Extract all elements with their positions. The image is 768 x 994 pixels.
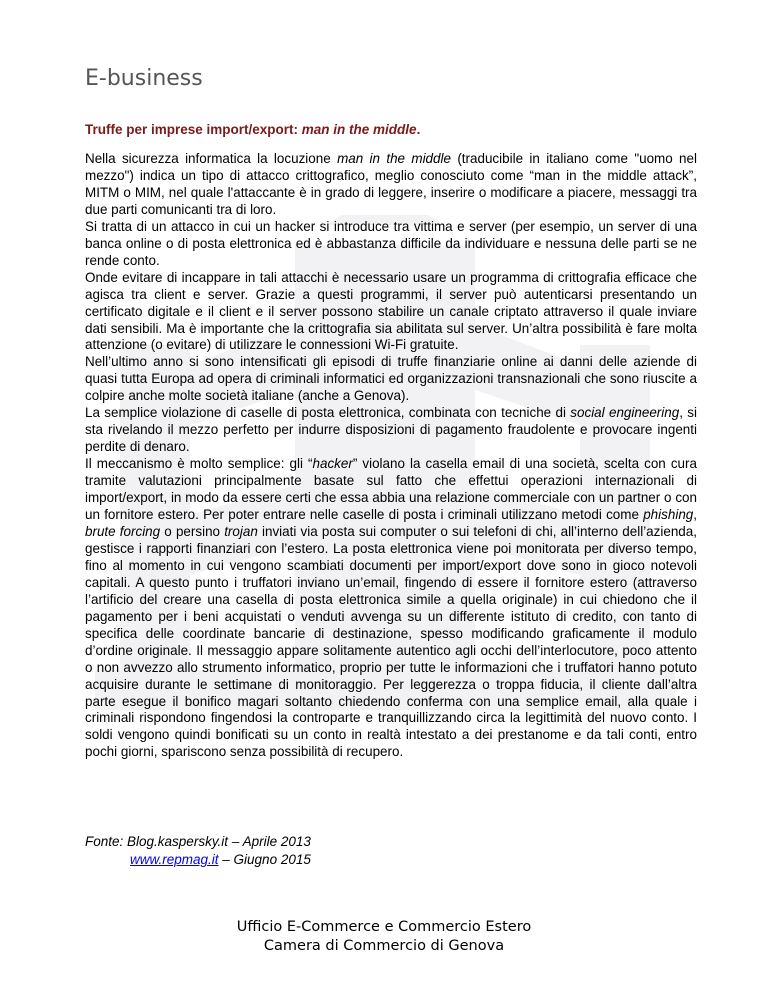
paragraph-text: , [693,507,697,523]
footer-chamber: Camera di Commercio di Genova [263,938,505,954]
paragraph-term: brute forcing [85,523,161,539]
paragraph-recent-episodes: Nell’ultimo anno si sono intensificati gli episodi di truffe finanziarie online ai danni delle aziende di quasi tutta Europa ad opera di criminali informatici ed organizzazioni transnazionali che sono riuscite a colpire anche molte società italiane (anche a Genova). [85,354,697,404]
page-footer [0,918,768,956]
paragraph-text: ” violano la casella email di una società, scelta con cura tramite valutazioni principalmente basate sul fatto che effettui operazioni internazionali di import/export, in modo da essere certi che essa abbia una relazione commerciale con un partner o con un fornitore estero. Per poter entrare nelle caselle di posta i criminali utilizzano metodi come [85,456,697,523]
paragraph-term: man in the middle [337,151,451,166]
article-body [85,151,697,761]
article-title-suffix: . [416,122,421,137]
paragraph-social-engineering [85,405,697,456]
source-kaspersky: Fonte: Blog.kaspersky.it – Aprile 2013 [85,834,311,849]
footer-office: Ufficio E-Commerce e Commercio Estero [236,919,532,935]
source-repmag-date: – Giugno 2015 [218,852,311,867]
paragraph-term: phishing [643,507,694,523]
article-title [85,122,685,137]
paragraph-text: Il meccanismo è molto semplice: gli “ [85,456,313,472]
source-repmag [85,851,685,869]
paragraph-term: hacker [312,456,353,472]
paragraph-text: inviati via posta sui computer o sui telefoni di chi, all’interno dell’azienda, gestisce i rapporti finanziari con l’estero. La posta elettronica viene poi monitorata per diverso tempo, fino al momento in cui vengono scambiati documenti per import/export dove sono in gioco notevoli capitali. A questo punto i truffatori inviano un’email, fingendo di essere il fornitore estero (attraverso l’artificio del creare una casella di posta elettronica simile a quella originale) in cui chiedono che il pagamento per i beni acquistati o venduti avvenga su un differente istituto di credito, con tanto di specifica delle coordinate bancarie di destinazione, spesso modificando graficamente il modulo d’ordine originale. Il messaggio appare solitamente autentico agli occhi dell’interlocutore, poco attento o non avvezzo allo strumento informatico, proprio per tutte le informazioni che i truffatori hanno potuto acquisire durante le settimane di monitoraggio. Per leggerezza o troppa fiducia, il cliente dall’altra parte esegue il bonifico magari soltanto chiedendo conferma con una semplice email, alla quale i criminali rispondono fingendosi la controparte e tranquillizzando circa la legittimità del nuovo conto. I soldi vengono quindi bonificati su un conto in realtà intestato a dei prestanome e da tali conti, entro pochi giorni, spariscono senza possibilità di recupero. [85,523,697,760]
paragraph-text: o persino [160,523,225,539]
repmag-link[interactable]: www.repmag.it [130,852,219,867]
paragraph-term: social engineering [570,405,680,421]
paragraph-text: La semplice violazione di caselle di posta elettronica, combinata con tecniche di [85,405,571,421]
paragraph-definition [85,151,697,219]
sources-block [85,833,685,869]
paragraph-prevention: Onde evitare di incappare in tali attacchi è necessario usare un programma di crittografia efficace che agisca tra client e server. Grazie a questi programmi, il server può autenticarsi presentando un certificato digitale e il client e il server possono stabilire un canale criptato attraverso il quale inviare dati sensibili. Ma è importante che la crittografia sia abilitata sul server. Un’altra possibilità è fare molta attenzione (o evitare) di utilizzare le connessioni Wi-Fi gratuite. [85,269,697,353]
paragraph-mechanism [85,456,697,761]
article-title-italic: man in the middle [301,122,417,137]
paragraph-term: trojan [224,523,258,539]
paragraph-text: , si sta rivelando il mezzo perfetto per indurre disposizioni di pagamento fraudolente e provocare ingenti perdite di denaro. [85,405,697,455]
page-header-title: E-business [85,66,203,91]
paragraph-attack-description: Si tratta di un attacco in cui un hacker si introduce tra vittima e server (per esempio, un server di una banca online o di posta elettronica ed è abbastanza difficile da individuare e nessuna delle parti se ne rende conto. [85,218,697,268]
article-title-prefix: Truffe per imprese import/export: [85,122,302,137]
paragraph-text: (traducibile in italiano come "uomo nel mezzo") indica un tipo di attacco crittografico, meglio conosciuto come “man in the middle attack”, MITM o MIM, nel quale l'attaccante è in grado di leggere, inserire o modificare a piacere, messaggi tra due parti comunicanti tra di loro. [85,151,697,217]
paragraph-text: Nella sicurezza informatica la locuzione [85,151,338,166]
